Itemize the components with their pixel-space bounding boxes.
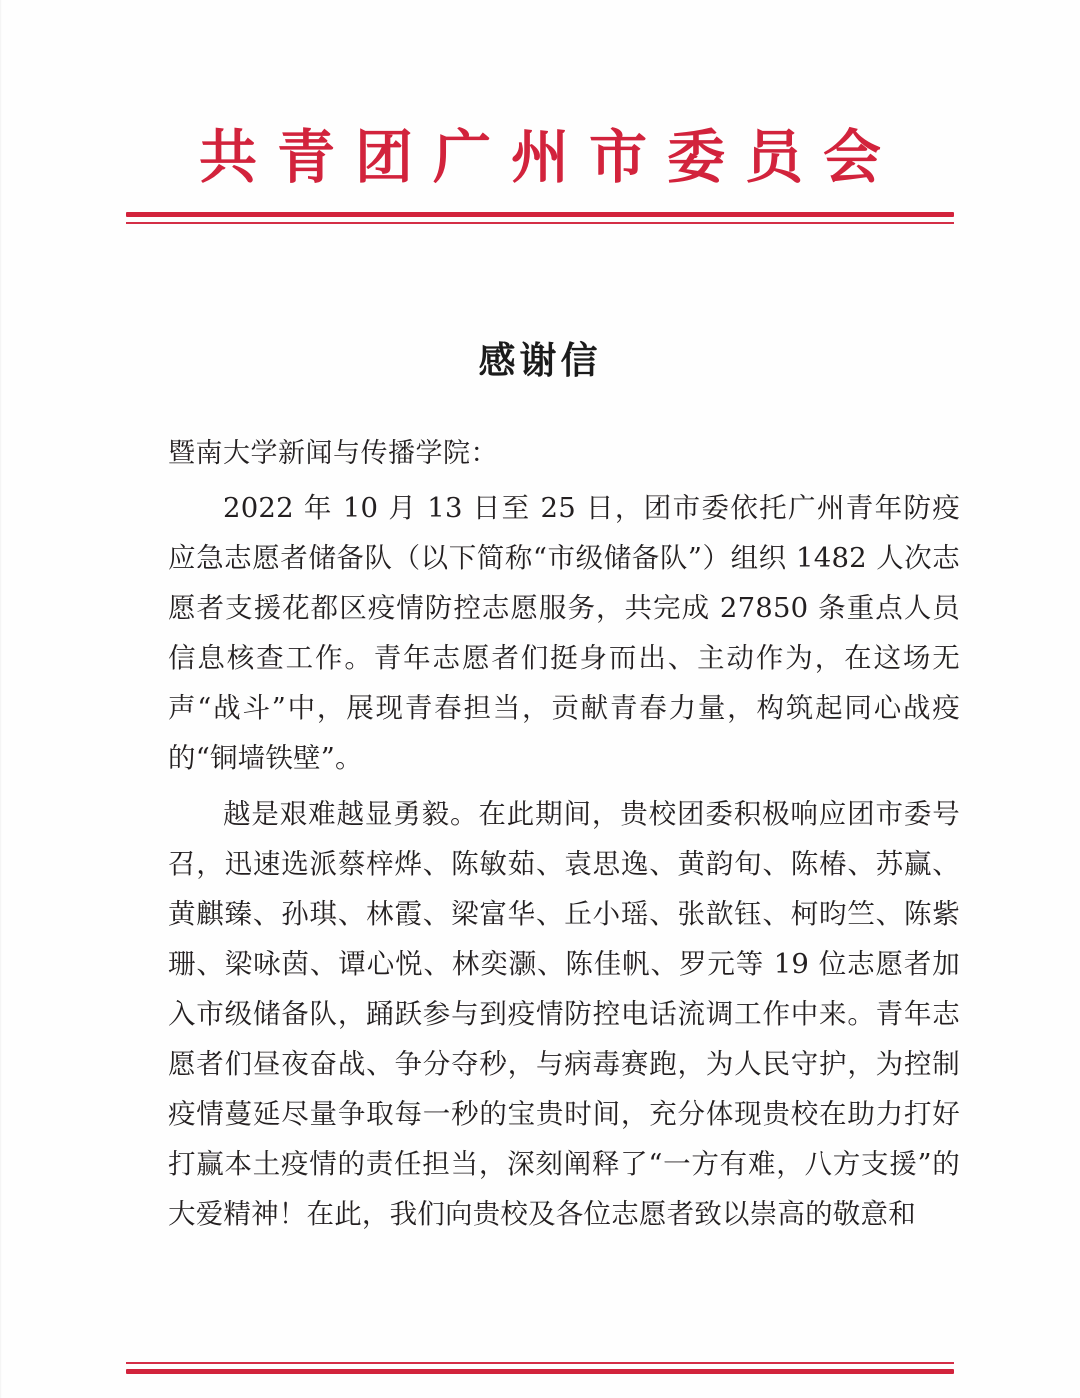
divider-thick-line (126, 212, 954, 217)
letterhead-divider (126, 212, 954, 224)
divider-thin-line (126, 222, 954, 224)
letterhead-organization-title: 共青团广州市委员会 (198, 123, 901, 191)
page-title: 感谢信 (478, 339, 602, 382)
letterhead (0, 123, 1080, 191)
page-edge-shadow (0, 0, 2, 1398)
body-paragraph: 越是艰难越显勇毅。在此期间，贵校团委积极响应团市委号召，迅速选派蔡梓烨、陈敏茹、袁思逸、黄韵旬、陈椿、苏赢、黄麒臻、孙琪、林霞、梁富华、丘小瑶、张歆钰、柯昀竺、陈紫珊、梁咏茵、谭心悦、林奕灏、陈佳帆、罗元等 19 位志愿者加入市级储备队，踊跃参与到疫情防控电话流调工作中来。青年志愿者们昼夜奋战、争分夺秒，与病毒赛跑，为人民守护，为控制疫情蔓延尽量争取每一秒的宝贵时间，充分体现贵校在助力打好打赢本土疫情的责任担当，深刻阐释了“一方有难，八方支援”的大爱精神！在此，我们向贵校及各位志愿者致以崇高的敬意和 (168, 798, 960, 1230)
salutation: 暨南大学新闻与传播学院： (168, 438, 498, 469)
document-body (168, 440, 960, 1245)
footer-thin-line (126, 1362, 954, 1364)
body-paragraph: 2022 年 10 月 13 日至 25 日，团市委依托广州青年防疫应急志愿者储备队（以下简称“市级储备队”）组织 1482 人次志愿者支援花都区疫情防控志愿服务，共完成 27850 条重点人员信息核查工作。青年志愿者们挺身而出、主动作为，在这场无声“战斗”中，展现青春担当，贡献青春力量，构筑起同心战疫的“铜墙铁壁”。 (168, 492, 960, 774)
footer-thick-line (126, 1369, 954, 1374)
footer-divider (126, 1362, 954, 1374)
